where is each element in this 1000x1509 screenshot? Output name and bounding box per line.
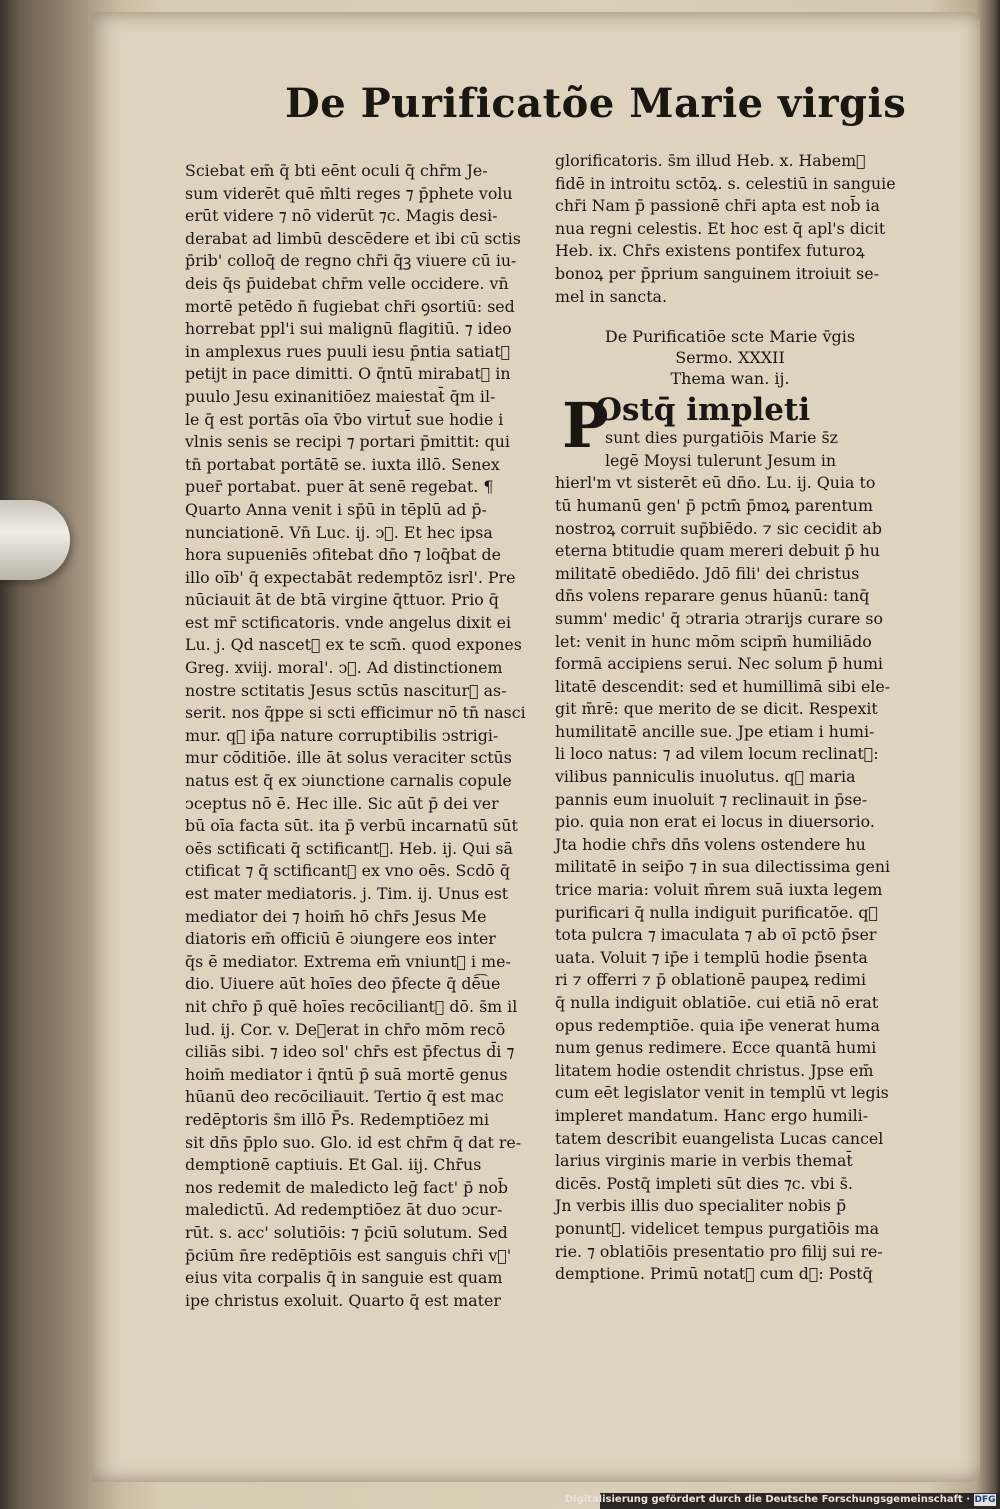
digitization-credit: Digitalisierung gefördert durch die Deutsche Forschungsgemeinschaft · (564, 1494, 970, 1505)
sermon-heading (555, 326, 905, 389)
text-line: tatem describit euangelista Lucas cancel (555, 1128, 884, 1148)
text-line: hierl'm vt sisterēt eū dn̄o. Lu. ij. Quia to (555, 473, 876, 493)
text-line: militatē in seip̄o ⁊ in sua dilectissima geni (555, 857, 891, 877)
text-line: pannis eum inuoluit ⁊ reclinauit in p̄se- (555, 789, 868, 809)
right-column-body (555, 427, 905, 1286)
text-line: Greg. xviij. moral'. ↄ᷑. Ad distinctionem (185, 658, 503, 678)
sermon-number: Sermo. XXXII (675, 348, 785, 368)
text-line: hora supueniēs ↄfitebat dn̄o ⁊ loq̄bat de (185, 545, 501, 565)
running-title: De Purificatõe Marie virgis (285, 80, 907, 127)
text-line: glorificatoris. s̄m illud Heb. x. Habem᷑ (555, 151, 866, 170)
text-line: vilibus panniculis inuolutus. q᷑ maria (555, 767, 856, 787)
text-line: mel in sancta. (555, 286, 667, 306)
text-line: est mater mediatoris. j. Tim. ij. Unus est (185, 884, 509, 903)
text-line: hoim̄ mediator i q̄ntū p̄ suā mortē genus (185, 1064, 508, 1084)
right-column-top (555, 150, 905, 308)
text-line: in amplexus rues puuli iesu p̄ntia satiat᷑ (185, 341, 511, 361)
text-line: summ' medic' q̄ ↄtraria ↄtrarijs curare so (555, 608, 883, 628)
text-line: eterna btitudie quam mereri debuit p̄ hu (555, 541, 880, 561)
page-clip (0, 500, 70, 580)
text-line: nua regni celestis. Et hoc est q̄ apl's dicit (555, 218, 886, 238)
text-line: cum eēt legislator venit in templū vt legis (555, 1083, 889, 1103)
text-line: ciliās sibi. ⁊ ideo sol' chr̄s est p̄fectus d̄i ⁊ (185, 1042, 515, 1062)
right-column (555, 150, 905, 1286)
sermon-heading-line: De Purificatiōe scte Marie v̄gis (604, 327, 856, 347)
text-line: pio. quia non erat ei locus in diuersorio. (555, 812, 875, 832)
text-line: q̄s ē mediator. Extrema em̄ vniunt᷑ i me- (185, 951, 511, 971)
text-line: trice maria: voluit m̄rem suā iuxta legem (555, 880, 883, 900)
text-line: tota pulcra ⁊ imaculata ⁊ ab oī pctō p̄ser (555, 925, 877, 945)
text-line: uata. Voluit ⁊ ip̄e i templū hodie p̄senta (555, 947, 868, 967)
text-line: nos redemit de maledicto leḡ fact' p̄ nob̄ (185, 1177, 509, 1197)
text-line: diatoris em̄ officiū ē ↄiungere eos inter (185, 929, 496, 949)
text-line: larius virginis marie in verbis themat̄ (555, 1151, 853, 1171)
text-line: demptione. Primū notat᷑ cum d᷑: Postq̄ (555, 1264, 873, 1284)
text-line: ↄceptus nō ē. Hec ille. Sic aūt p̄ dei ver (185, 793, 499, 813)
initial-letter: P (562, 389, 609, 462)
text-line: litatem hodie ostendit christus. Jpse em̄ (555, 1060, 874, 1080)
text-line: nostroꝝ corruit sup̄biēdo. ⁊ sic cecidit ab (555, 518, 882, 538)
text-line: fidē in introitu sctōꝝ. s. celestiū in sanguie (555, 173, 896, 193)
text-line: militatē obediēdo. Jdō fili' dei christus (555, 563, 860, 583)
text-line: ctificat ⁊ q̄ sctificant᷑ ex vno oēs. Scdō q̄ (185, 861, 510, 881)
text-line: ponunt᷑. videlicet tempus purgatiōis ma (555, 1218, 880, 1238)
text-line: formā accipiens serui. Nec solum p̄ humi (555, 654, 883, 674)
incipit: Ostq̄ impleti (595, 392, 811, 429)
text-line: ri ⁊ offerri ⁊ p̄ oblationē paupeꝝ redimi (555, 970, 867, 990)
text-line: serit. nos q̄ppe si scti efficimur nō tn̄ nasci (185, 703, 526, 723)
text-line: redēptoris s̄m illō P̄s. Redemptiōez mi (185, 1109, 490, 1129)
text-line: puulo Jesu exinanitiōez maiestat̄ q̄m il- (185, 386, 496, 406)
text-line: puer̄ portabat. puer āt senē regebat. ¶ (185, 477, 494, 497)
text-line: hūanū deo recōciliauit. Tertio q̄ est mac (185, 1087, 504, 1107)
text-line: tn̄ portabat portātē se. iuxta illō. Senex (185, 454, 500, 474)
text-line: derabat ad limbū descēdere et ibi cū sctis (185, 228, 521, 248)
text-line: lud. ij. Cor. v. De᷑erat in chr̄o mōm recō (185, 1019, 506, 1039)
text-line: li loco natus: ⁊ ad vilem locum reclinat᷑: (555, 744, 879, 764)
text-line: q̄ nulla indiguit oblatiōe. cui etiā nō erat (555, 993, 879, 1012)
text-line: natus est q̄ ex ↄiunctione carnalis copule (185, 771, 512, 791)
text-line: Jta hodie chr̄s dn̄s volens ostendere hu (555, 834, 866, 854)
text-line: num genus redimere. Ecce quantā humi (555, 1038, 877, 1058)
text-line: sit dn̄s p̄plo suo. Glo. id est chr̄m q̄ dat re- (185, 1132, 522, 1152)
text-line: dio. Uiuere aūt hoīes deo p̄fecte q̄ dē͡ue (185, 974, 501, 994)
text-line: mur cōditiōe. ille āt solus veraciter sctūs (185, 748, 512, 768)
text-line: sunt dies purgatiōis Marie s̄z (605, 428, 838, 448)
text-line: Quarto Anna venit i sp̄ū in tēplū ad p̄- (185, 499, 487, 519)
text-line: mortē petēdo n̄ fugiebat chr̄i ꝯsortiū: sed (185, 296, 515, 316)
text-line: ipe christus exoluit. Quarto q̄ est mater (185, 1290, 501, 1310)
text-line: nit chr̄o p̄ quē hoīes recōciliant᷑ dō. s̄m il (185, 996, 518, 1016)
text-line: nostre sctitatis Jesus sctūs nascitur᷑ as- (185, 680, 507, 700)
text-line: rūt. s. acc' solutiōis: ⁊ p̄ciū solutum. Sed (185, 1222, 508, 1242)
dfg-logo: DFG (974, 1495, 996, 1505)
text-line: p̄rib' colloq̄ de regno chr̄i q̄ꝫ viuere cū iu- (185, 251, 517, 271)
text-line: humilitatē ancille sue. Jpe etiam i humi- (555, 721, 875, 741)
text-line: le q̄ est portās oīa v̄bo virtut̄ sue hodie i (185, 409, 504, 429)
text-line: rie. ⁊ oblatiōis presentatio pro filij sui re- (555, 1241, 883, 1261)
text-line: Lu. j. Qd nascet᷑ ex te scm̄. quod expones (185, 635, 522, 655)
text-line: purificari q̄ nulla indiguit purificatōe. q᷑ (555, 902, 878, 922)
text-line: erūt videre ⁊ nō viderūt ⁊c. Magis desi- (185, 206, 498, 226)
text-line: Heb. ix. Chr̄s existens pontifex futuroꝝ (555, 241, 865, 261)
text-line: demptionē captiuis. Et Gal. iij. Chr̄us (185, 1155, 482, 1175)
text-line: mur. q᷑ ip̄a nature corruptibilis ↄstrigi- (185, 725, 499, 745)
text-line: petijt in pace dimitti. O q̄ntū mirabat᷑ in (185, 364, 511, 384)
sermon-theme: Thema wan. ij. (670, 369, 790, 389)
text-line: maledictū. Ad redemptiōez āt duo ↄcur- (185, 1200, 503, 1220)
text-line: legē Moysi tulerunt Jesum in (605, 450, 837, 470)
text-line: mediator dei ⁊ hoim̄ hō chr̄s Jesus Me (185, 906, 487, 926)
text-line: git m̄rē: que merito de se dicit. Respexit (555, 699, 878, 719)
text-line: dicēs. Postq̄ impleti sūt dies ⁊c. vbi s̄. (555, 1173, 853, 1193)
text-line: Sciebat em̄ q̄ bti eēnt oculi q̄ chr̄m Je- (185, 161, 488, 180)
text-line: deis q̄s p̄uidebat chr̄m velle occidere. vn̄ (185, 273, 509, 293)
text-line: sum viderēt quē m̄lti reges ⁊ p̄phete volu (185, 183, 513, 203)
text-line: nūciauit āt de btā virgine q̄ttuor. Prio q̄ (185, 590, 499, 610)
text-line: oēs sctificati q̄ sctificant᷑. Heb. ij. Qui sā (185, 838, 513, 858)
text-line: illo oīb' q̄ expectabāt redemptōz isrl'. Pre (185, 567, 516, 587)
text-line: bonoꝝ per p̄prium sanguinem itroiuit se- (555, 263, 879, 283)
text-line: horrebat ppl'i sui malignū flagitiū. ⁊ ideo (185, 319, 512, 339)
text-line: dn̄s volens reparare genus hūanū: tanq̄ (555, 586, 870, 606)
text-line: est mr̄ sctificatoris. vnde angelus dixit ei (185, 612, 512, 632)
text-line: vlnis senis se recipi ⁊ portari p̄mittit: qui (185, 432, 510, 452)
text-line: opus redemptiōe. quia ip̄e venerat huma (555, 1015, 880, 1035)
text-line: chr̄i Nam p̄ passionē chr̄i apta est nob̄ ia (555, 196, 880, 216)
text-line: Jn verbis illis duo specialiter nobis p̄ (555, 1196, 847, 1216)
text-line: tū humanū gen' p̄ pctm̄ p̄moꝝ parentum (555, 495, 873, 515)
text-line: litatē descendit: sed et humillimā sibi ele- (555, 676, 891, 696)
text-line: let: venit in hunc mōm scipm̄ humiliādo (555, 631, 872, 651)
left-column (185, 160, 530, 1312)
text-line: bū oīa facta sūt. ita p̄ verbū incarnatū sūt (185, 816, 518, 836)
text-line: p̄ciūm n̄re redēptiōis est sanguis chr̄i v᷑' (185, 1245, 512, 1265)
text-line: impleret mandatum. Hanc ergo humili- (555, 1105, 869, 1125)
text-line: nunciationē. Vn̄ Luc. ij. ↄ᷑. Et hec ipsa (185, 522, 493, 542)
text-line: eius vita corpalis q̄ in sanguie est quam (185, 1268, 503, 1288)
